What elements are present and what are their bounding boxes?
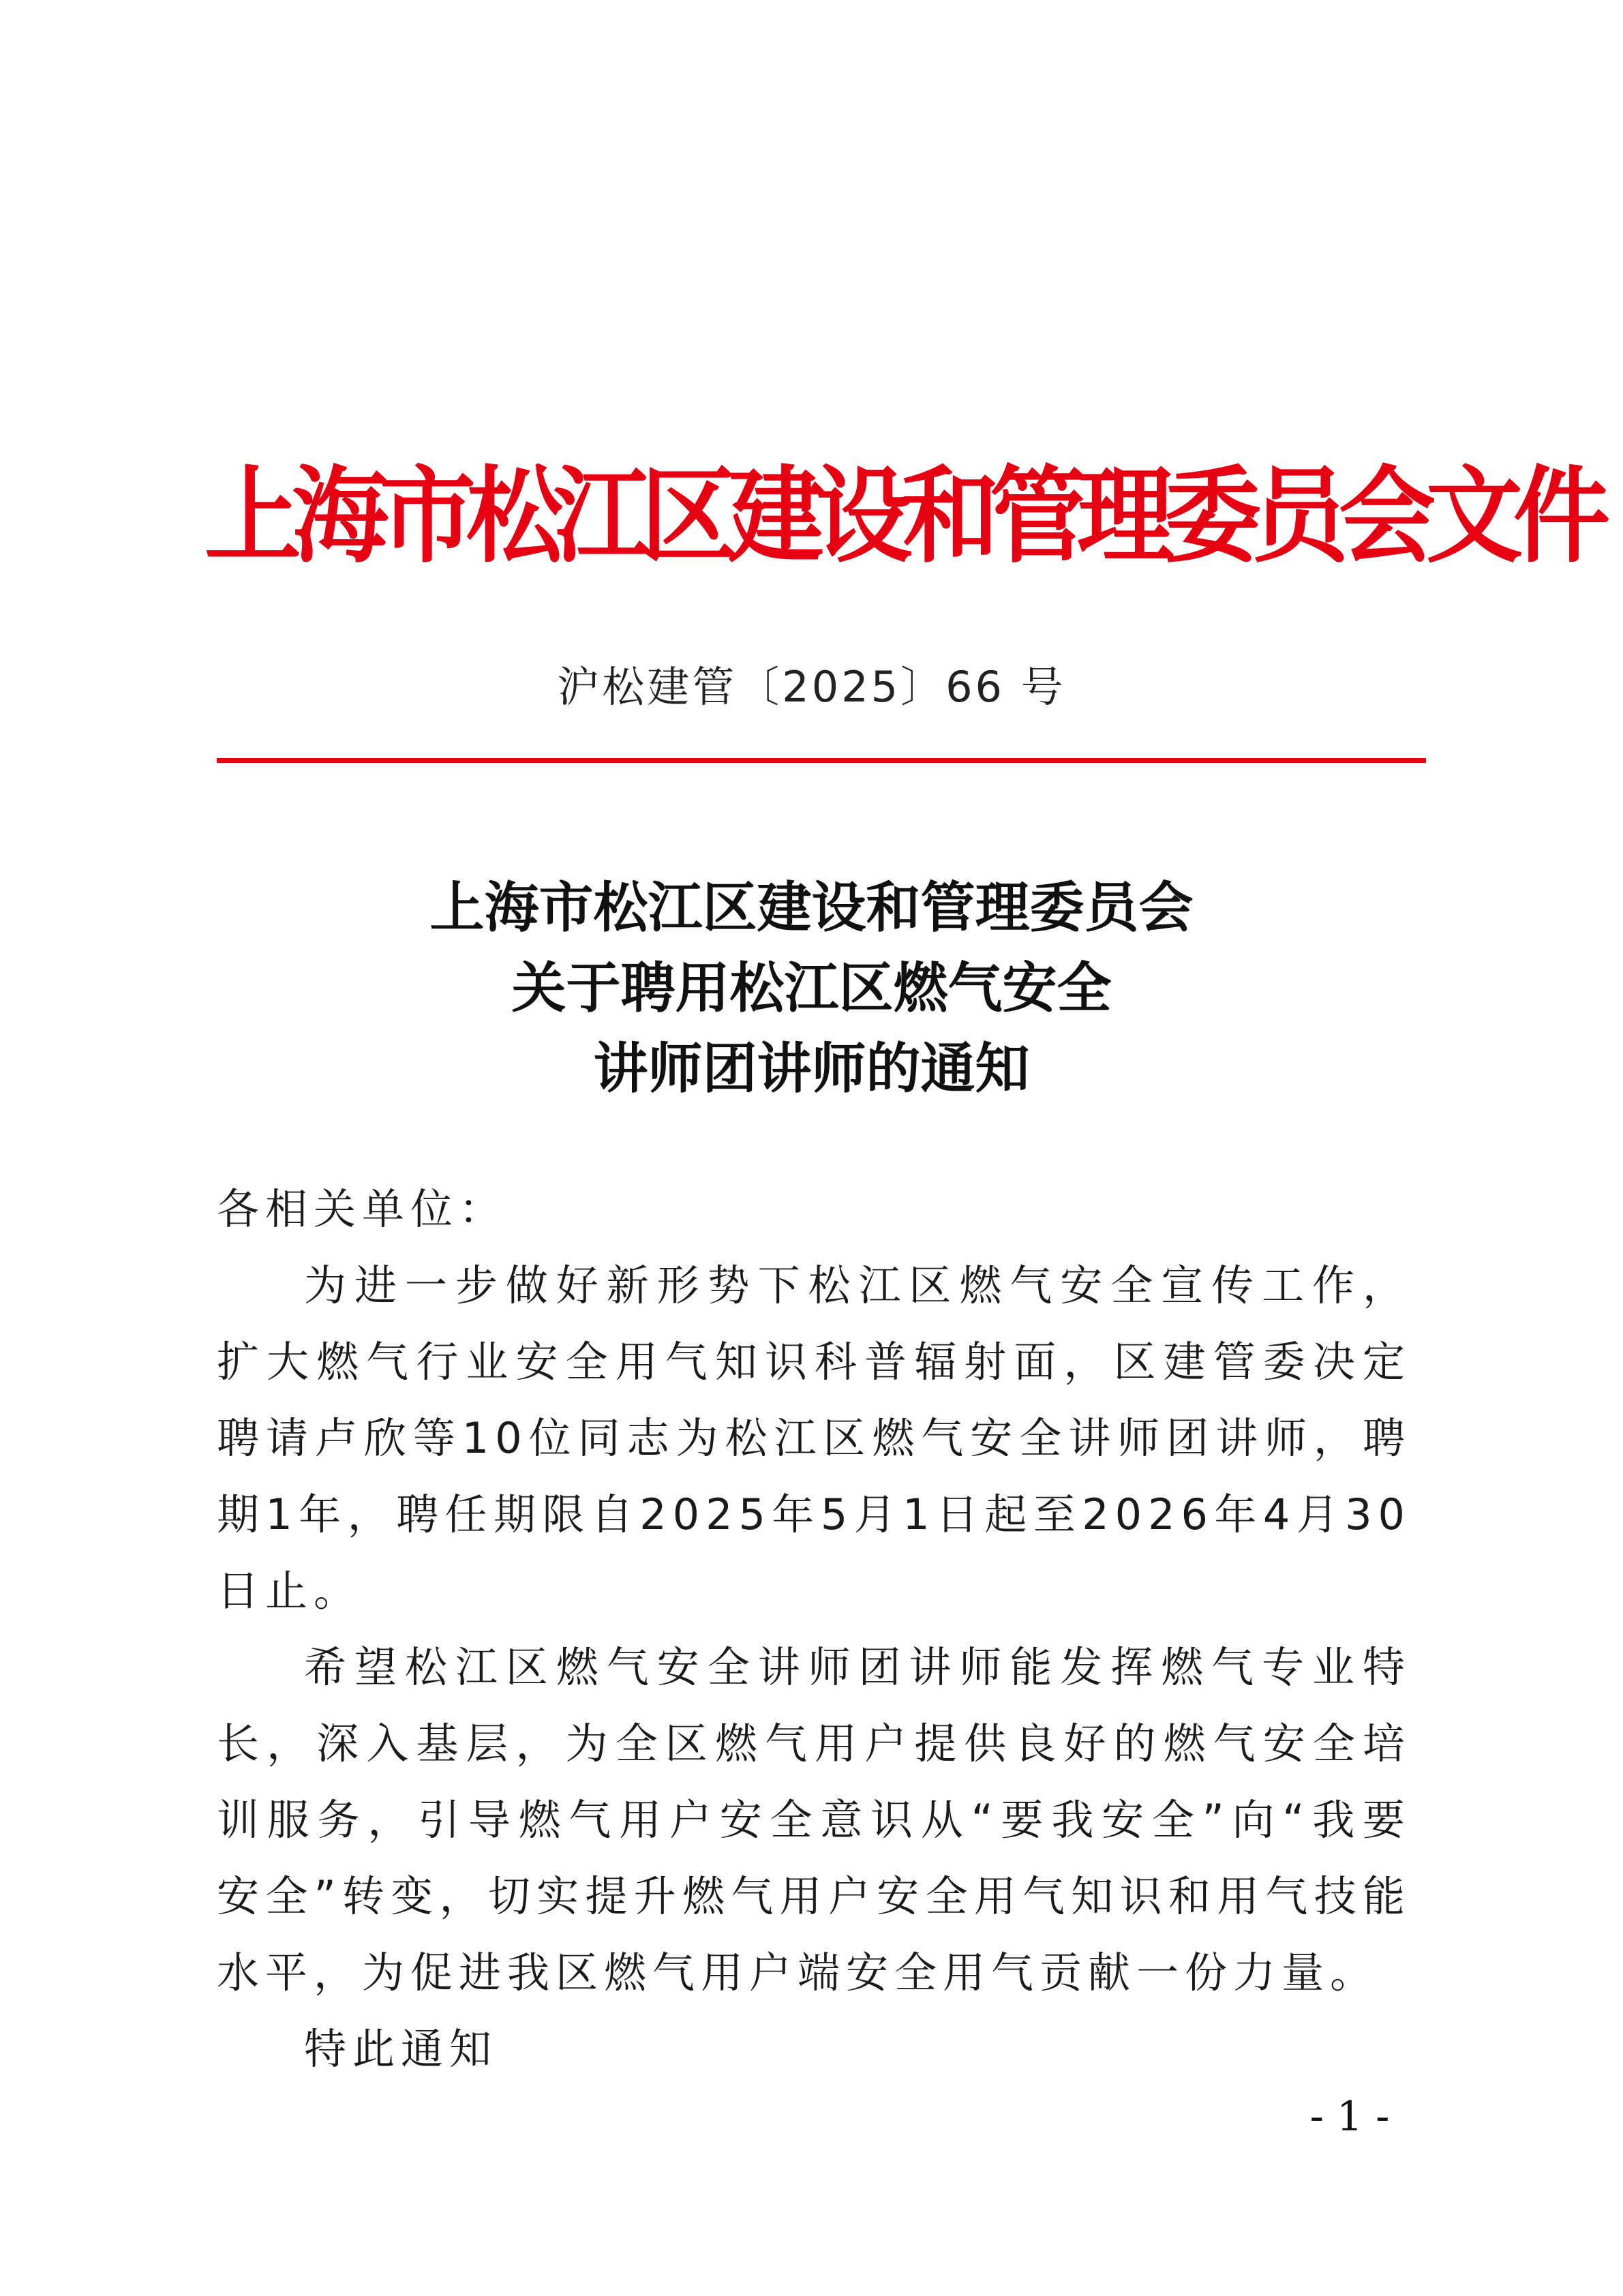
red-divider-line	[217, 758, 1426, 763]
letterhead-title: 上海市松江区建设和管理委员会文件	[204, 455, 1601, 577]
document-body	[217, 1171, 1411, 2087]
title-line-3: 讲师团讲师的通知	[593, 1036, 1030, 1100]
paragraph-1: 为进一步做好新形势下松江区燃气安全宣传工作，扩大燃气行业安全用气知识科普辐射面，区建管委决定聘请卢欣等10位同志为松江区燃气安全讲师团讲师，聘期1年，聘任期限自2025年5月1日起至2026年4月30日止。	[217, 1260, 1411, 1616]
title-line-1: 上海市松江区建设和管理委员会	[429, 875, 1194, 939]
paragraph-2: 希望松江区燃气安全讲师团讲师能发挥燃气专业特长，深入基层，为全区燃气用户提供良好的燃气安全培训服务，引导燃气用户安全意识从“要我安全”向“我要安全”转变，切实提升燃气用户安全用气知识和用气技能水平，为促进我区燃气用户端安全用气贡献一份力量。	[217, 1642, 1411, 1997]
closing-line: 特此通知	[304, 2024, 498, 2074]
salutation: 各相关单位：	[217, 1184, 508, 1234]
page-number: - 1 -	[1309, 2093, 1390, 2141]
document-title	[0, 867, 1623, 1108]
title-line-2: 关于聘用松江区燃气安全	[511, 956, 1112, 1020]
document-number: 沪松建管〔2025〕66 号	[557, 662, 1066, 712]
